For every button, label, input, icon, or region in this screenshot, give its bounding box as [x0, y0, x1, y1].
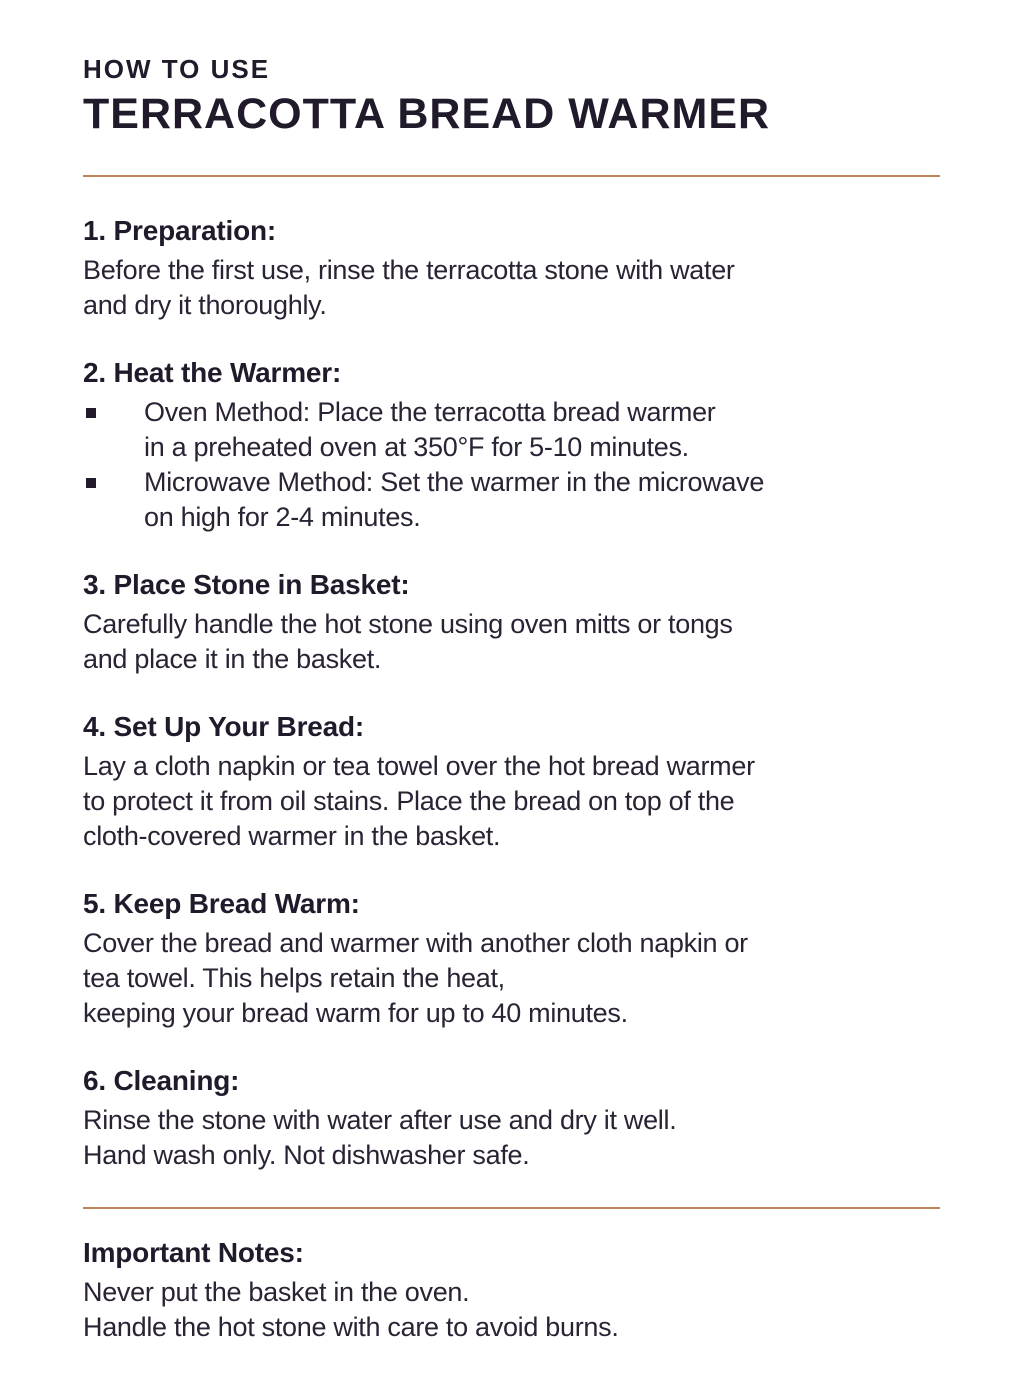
- step-body: Lay a cloth napkin or tea towel over the hot bread warmer to protect it from oil stains. Place the bread on top of the cloth-covered warmer in the basket.: [83, 751, 755, 851]
- step-body: Cover the bread and warmer with another cloth napkin or tea towel. This helps retain the heat, keeping your bread warm for up to 40 minutes.: [83, 928, 748, 1028]
- step-heading: 1. Preparation:: [83, 215, 277, 246]
- step-heading: 3. Place Stone in Basket:: [83, 569, 410, 600]
- step-section: [83, 567, 940, 677]
- bottom-divider: [83, 1207, 940, 1209]
- bullet-item: [83, 395, 940, 465]
- step-heading: 5. Keep Bread Warm:: [83, 888, 360, 919]
- important-notes: [83, 1235, 940, 1345]
- step-heading: 2. Heat the Warmer:: [83, 357, 342, 388]
- square-bullet-icon: [86, 408, 96, 418]
- step-section: [83, 886, 940, 1031]
- instruction-steps: [83, 213, 940, 1173]
- step-heading: 6. Cleaning:: [83, 1065, 240, 1096]
- top-divider: [83, 175, 940, 177]
- step-section: [83, 213, 940, 323]
- bullet-text: Microwave Method: Set the warmer in the microwave on high for 2-4 minutes.: [144, 467, 765, 532]
- page-title: TERRACOTTA BREAD WARMER: [83, 90, 771, 138]
- notes-heading: Important Notes:: [83, 1237, 304, 1268]
- step-body: Rinse the stone with water after use and dry it well. Hand wash only. Not dishwasher safe.: [83, 1105, 677, 1170]
- bullet-text: Oven Method: Place the terracotta bread warmer in a preheated oven at 350°F for 5-10 minutes.: [144, 397, 716, 462]
- step-body: Before the first use, rinse the terracotta stone with water and dry it thoroughly.: [83, 255, 735, 320]
- step-section: [83, 709, 940, 854]
- step-section: [83, 1063, 940, 1173]
- step-heading: 4. Set Up Your Bread:: [83, 711, 365, 742]
- step-body: Carefully handle the hot stone using oven mitts or tongs and place it in the basket.: [83, 609, 733, 674]
- bullet-list: [83, 395, 940, 535]
- notes-body: Never put the basket in the oven. Handle the hot stone with care to avoid burns.: [83, 1277, 619, 1342]
- eyebrow-text: HOW TO USE: [83, 54, 271, 84]
- square-bullet-icon: [86, 478, 96, 488]
- header: [83, 54, 940, 141]
- bullet-item: [83, 465, 940, 535]
- step-section: [83, 355, 940, 535]
